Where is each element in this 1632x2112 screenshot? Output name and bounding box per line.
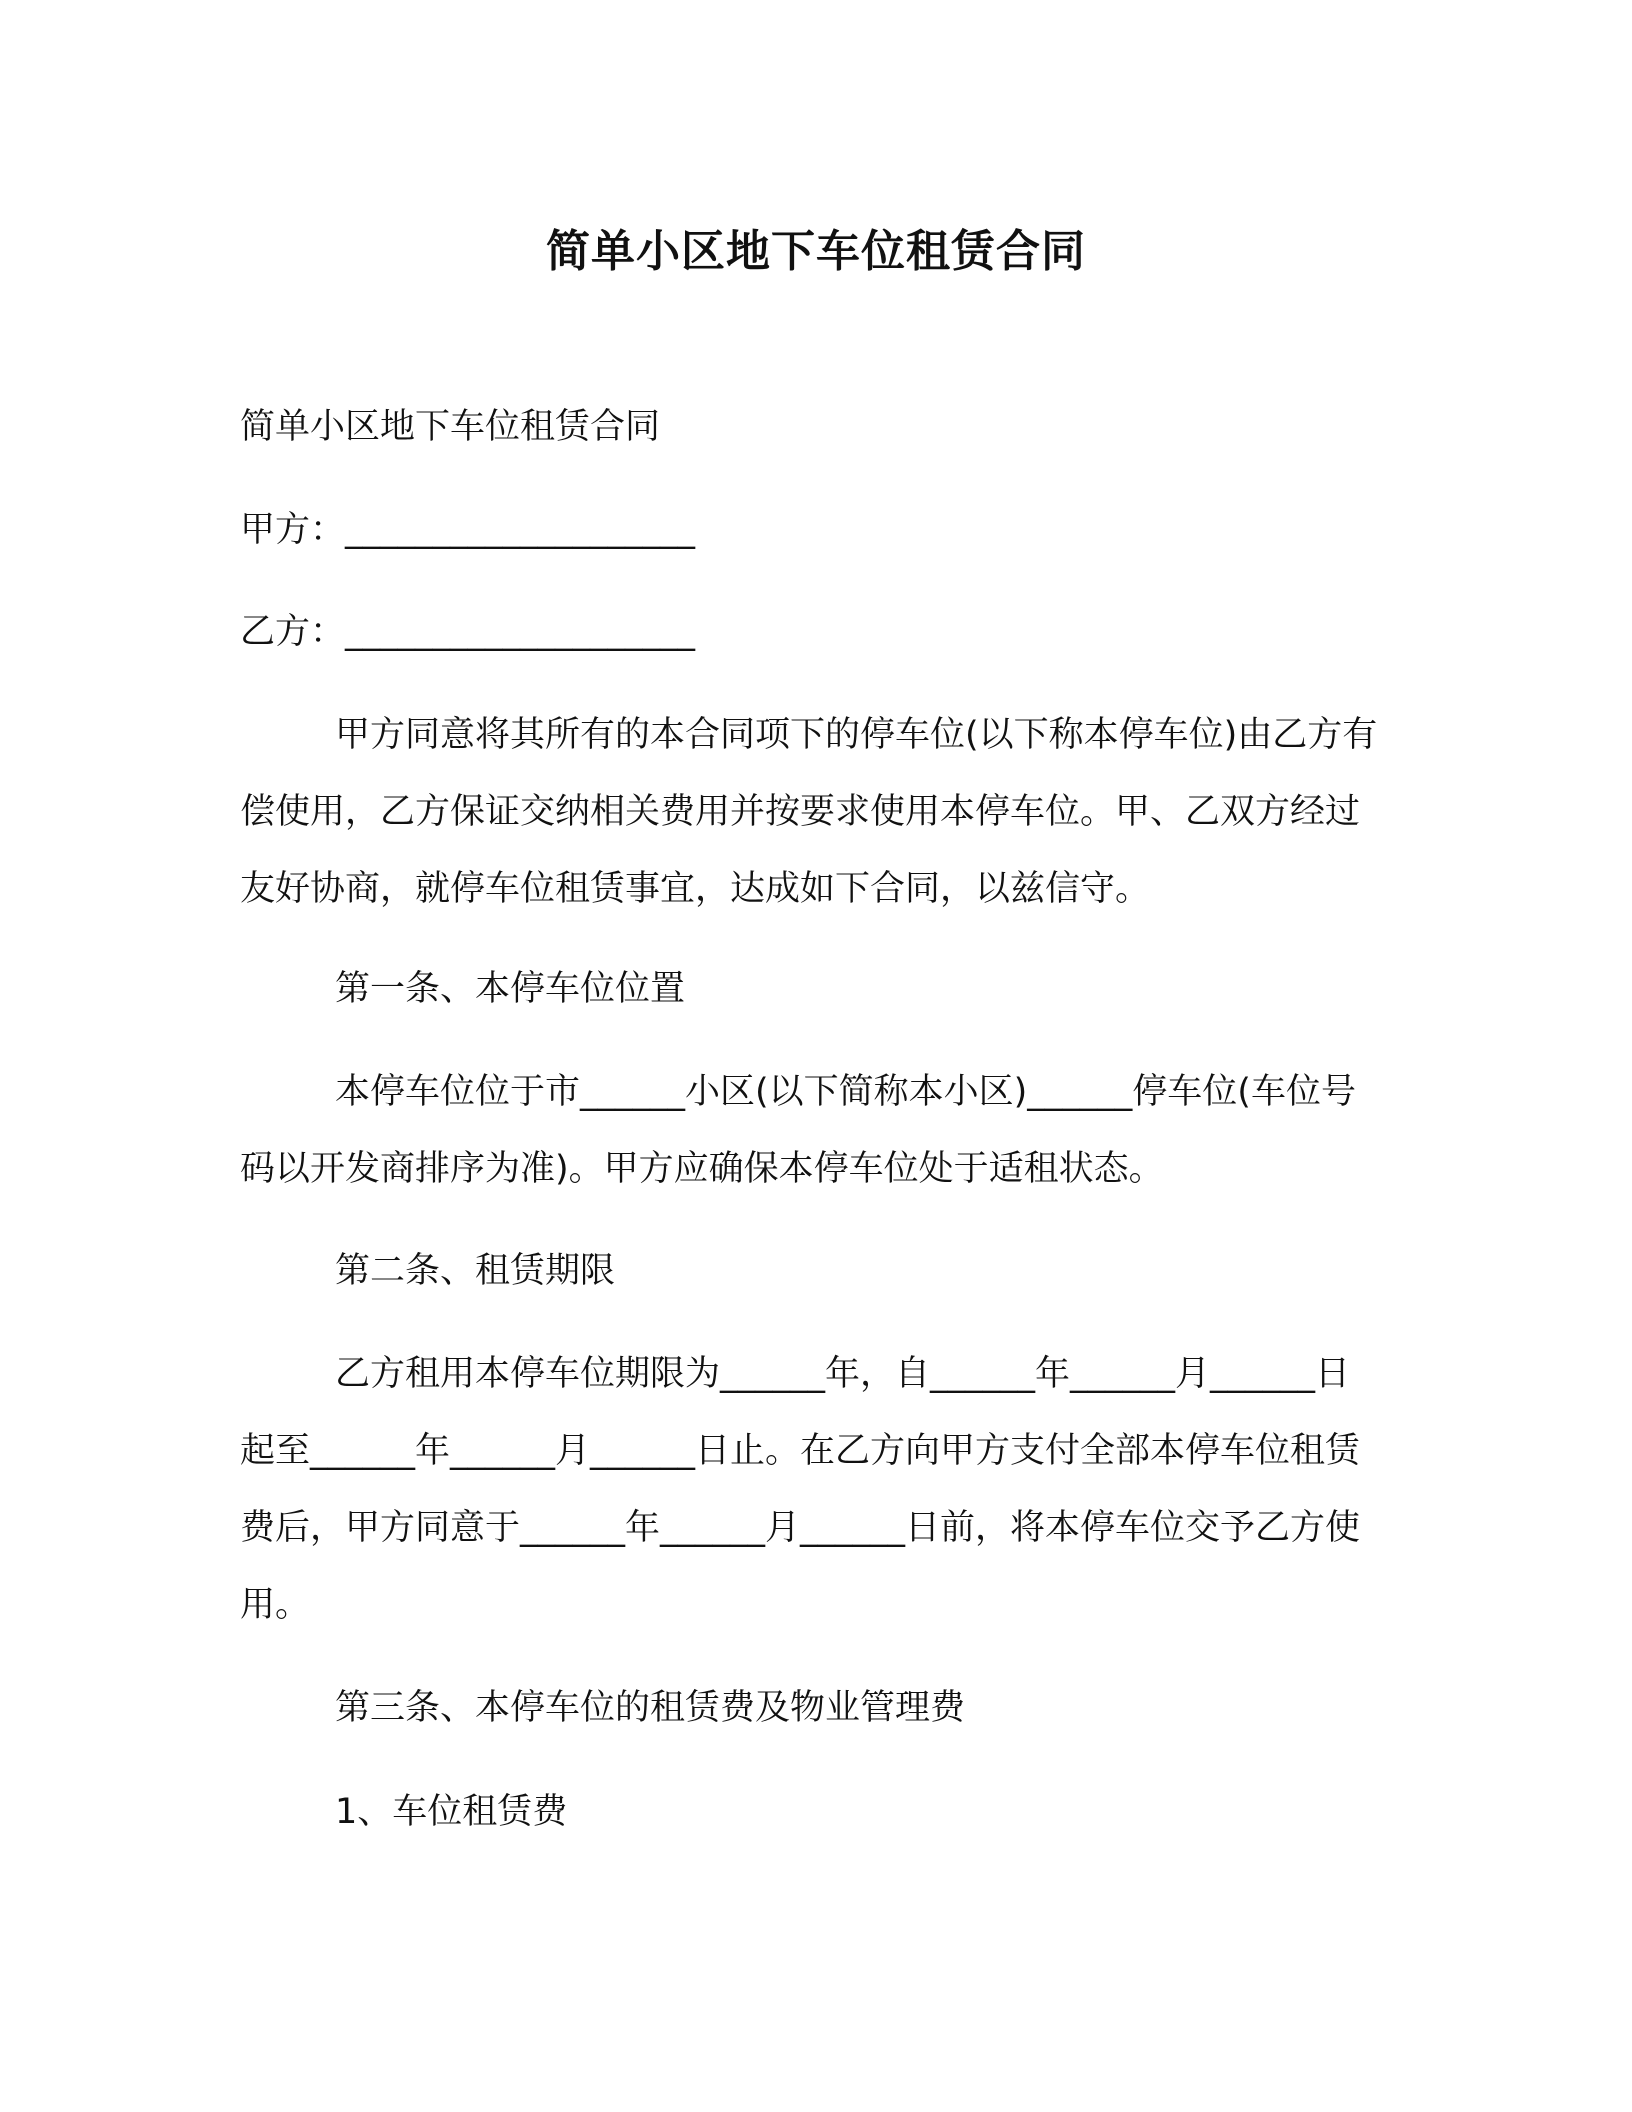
party-a-label: 甲方： xyxy=(240,510,346,550)
party-b-label: 乙方： xyxy=(240,612,346,652)
article-1-body: 本停车位位于市______小区(以下简称本小区)______停车位(车位号码以开发商排序为准)。甲方应确保本停车位处于适租状态。 xyxy=(240,1072,1356,1189)
intro-paragraph: 甲方同意将其所有的本合同项下的停车位(以下称本停车位)由乙方有偿使用，乙方保证交纳相关费用并按要求使用本停车位。甲、乙双方经过友好协商，就停车位租赁事宜，达成如下合同，以兹信守。 xyxy=(240,715,1378,909)
party-a-blank: ____________________ xyxy=(345,510,696,550)
party-b-blank: ____________________ xyxy=(345,612,696,652)
document-title: 简单小区地下车位租赁合同 xyxy=(546,226,1086,277)
party-b-line xyxy=(240,594,1380,671)
party-a-line xyxy=(240,492,1380,569)
document-subtitle: 简单小区地下车位租赁合同 xyxy=(240,407,661,447)
article-2-heading: 第二条、租赁期限 xyxy=(335,1251,616,1291)
item-1-heading: 1、车位租赁费 xyxy=(335,1792,568,1832)
article-1-heading: 第一条、本停车位位置 xyxy=(335,969,686,1009)
article-2-body: 乙方租用本停车位期限为______年，自______年______月______日起至______年______月______日止。在乙方向甲方支付全部本停车位租赁费后，甲方同意于______年______月______日前，将本停车位交予乙方使用。 xyxy=(240,1354,1361,1625)
article-3-heading: 第三条、本停车位的租赁费及物业管理费 xyxy=(335,1688,966,1728)
